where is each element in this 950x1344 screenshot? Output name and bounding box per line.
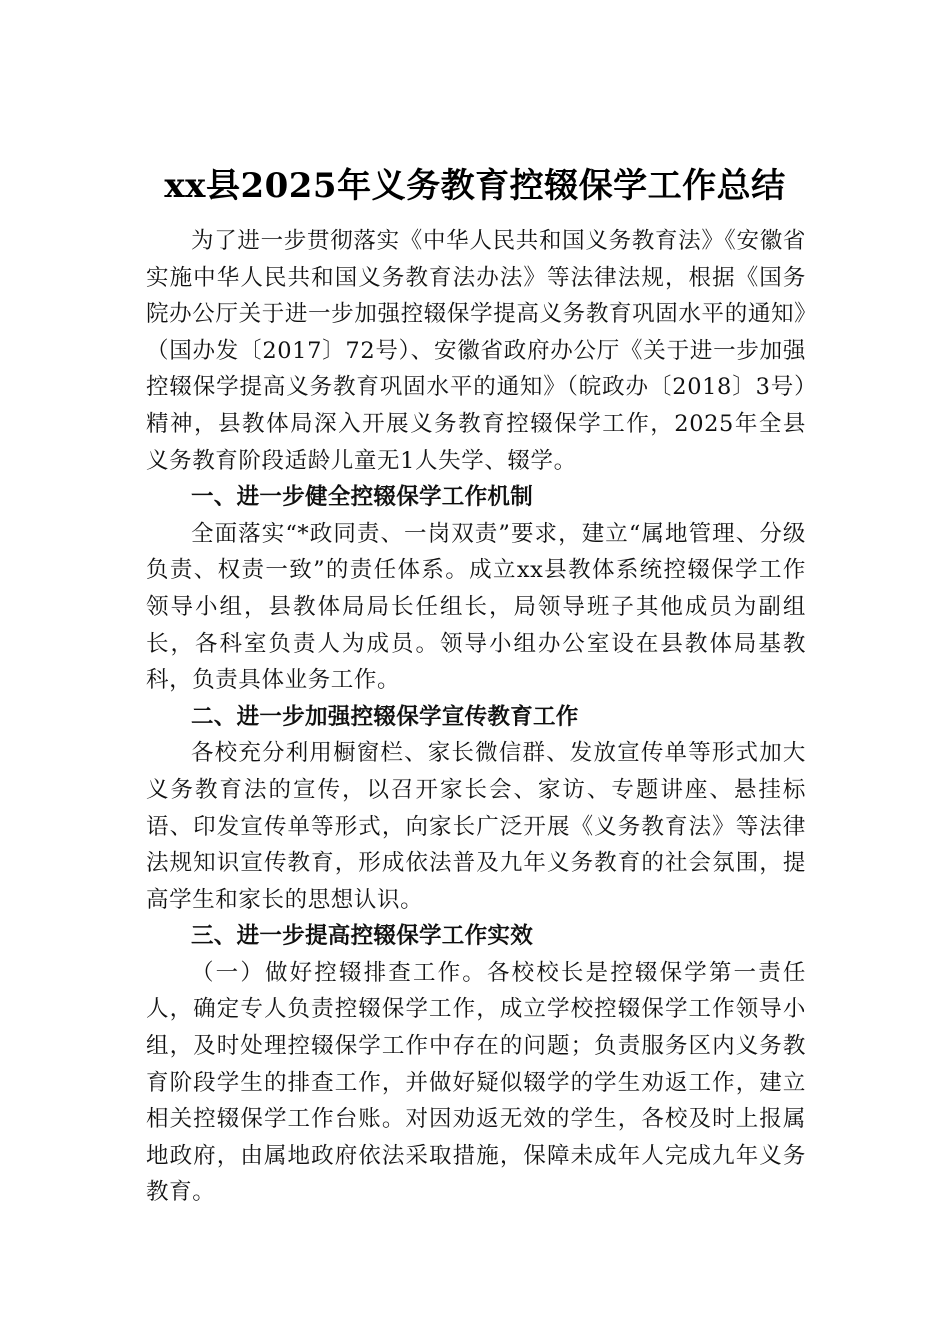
intro-paragraph: 为了进一步贯彻落实《中华人民共和国义务教育法》《安徽省实施中华人民共和国义务教育法办法》等法律法规，根据《国务院办公厅关于进一步加强控辍保学提高义务教育巩固水平的通知》（国办发〔2017〕72号）、安徽省政府办公厅《关于进一步加强控辍保学提高义务教育巩固水平的通知》（皖政办〔2018〕3号）精神，县教体局深入开展义务教育控辍保学工作，2025年全县义务教育阶段适龄儿童无1人失学、辍学。 (146, 228, 806, 474)
section-paragraph: 各校充分利用橱窗栏、家长微信群、发放宣传单等形式加大义务教育法的宣传，以召开家长会、家访、专题讲座、悬挂标语、印发宣传单等形式，向家长广泛开展《义务教育法》等法律法规知识宣传教育，形成依法普及九年义务教育的社会氛围，提高学生和家长的思想认识。 (146, 740, 806, 913)
section-heading: 二、进一步加强控辍保学宣传教育工作 (191, 703, 579, 730)
section-heading: 一、进一步健全控辍保学工作机制 (191, 484, 534, 511)
section-paragraph: 全面落实“*政同责、一岗双责”要求，建立“属地管理、分级负责、权责一致”的责任体系。成立xx县教体系统控辍保学工作领导小组，县教体局局长任组长，局领导班子其他成员为副组长，各科室负责人为成员。领导小组办公室设在县教体局基教科，负责具体业务工作。 (146, 520, 806, 694)
section-heading: 三、进一步提高控辍保学工作实效 (191, 923, 534, 950)
document-body (146, 223, 806, 1211)
section-paragraph: （一）做好控辍排查工作。各校校长是控辍保学第一责任人，确定专人负责控辍保学工作，成立学校控辍保学工作领导小组，及时处理控辍保学工作中存在的问题；负责服务区内义务教育阶段学生的排查工作，并做好疑似辍学的学生劝返工作，建立相关控辍保学工作台账。对因劝返无效的学生，各校及时上报属地政府，由属地政府依法采取措施，保障未成年人完成九年义务教育。 (146, 959, 806, 1206)
document-title: xx县2025年义务教育控辍保学工作总结 (164, 166, 786, 206)
